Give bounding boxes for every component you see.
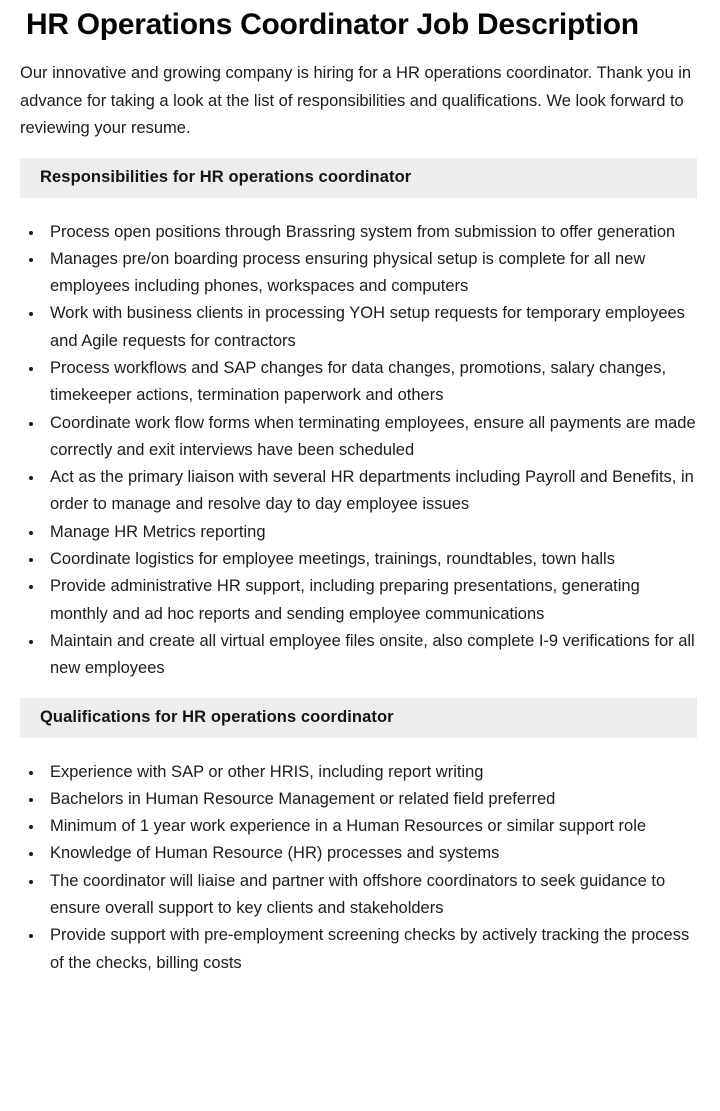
list-item: • Maintain and create all virtual employee files onsite, also complete I-9 verifications for all new employees [44, 628, 697, 683]
list-item: • Process workflows and SAP changes for data changes, promotions, salary changes, timekeeper actions, termination paperwork and others [44, 355, 697, 410]
list-item: • Bachelors in Human Resource Management or related field preferred [44, 786, 697, 813]
responsibilities-heading: Responsibilities for HR operations coordinator [20, 158, 697, 198]
responsibilities-section [0, 158, 720, 683]
list-item: • Provide support with pre-employment screening checks by actively tracking the process of the checks, billing costs [44, 922, 697, 977]
list-item: • Act as the primary liaison with several HR departments including Payroll and Benefits, in order to manage and resolve day to day employee issues [44, 464, 697, 519]
list-item: • Knowledge of Human Resource (HR) processes and systems [44, 840, 697, 867]
page-title: HR Operations Coordinator Job Description [26, 8, 639, 41]
list-item: • Manage HR Metrics reporting [44, 519, 697, 546]
list-item: • Provide administrative HR support, including preparing presentations, generating monthly and ad hoc reports and sending employee communications [44, 573, 697, 628]
list-item: • Experience with SAP or other HRIS, including report writing [44, 759, 697, 786]
list-item: • Process open positions through Brassring system from submission to offer generation [44, 219, 697, 246]
list-item: • Coordinate logistics for employee meetings, trainings, roundtables, town halls [44, 546, 697, 573]
list-item: • Work with business clients in processing YOH setup requests for temporary employees and Agile requests for contractors [44, 300, 697, 355]
list-item: • Coordinate work flow forms when terminating employees, ensure all payments are made correctly and exit interviews have been scheduled [44, 410, 697, 465]
list-item: • Manages pre/on boarding process ensuring physical setup is complete for all new employees including phones, workspaces and computers [44, 246, 697, 301]
intro-paragraph: Our innovative and growing company is hiring for a HR operations coordinator. Thank you in advance for taking a look at the list of responsibilities and qualifications. We look forward to reviewing your resume. [20, 64, 692, 137]
list-item: • The coordinator will liaise and partner with offshore coordinators to seek guidance to ensure overall support to key clients and stakeholders [44, 868, 697, 923]
list-item: • Minimum of 1 year work experience in a Human Resources or similar support role [44, 813, 697, 840]
qualifications-list [20, 759, 697, 977]
qualifications-heading: Qualifications for HR operations coordinator [20, 698, 697, 738]
qualifications-section [0, 698, 720, 977]
responsibilities-list [20, 219, 697, 683]
